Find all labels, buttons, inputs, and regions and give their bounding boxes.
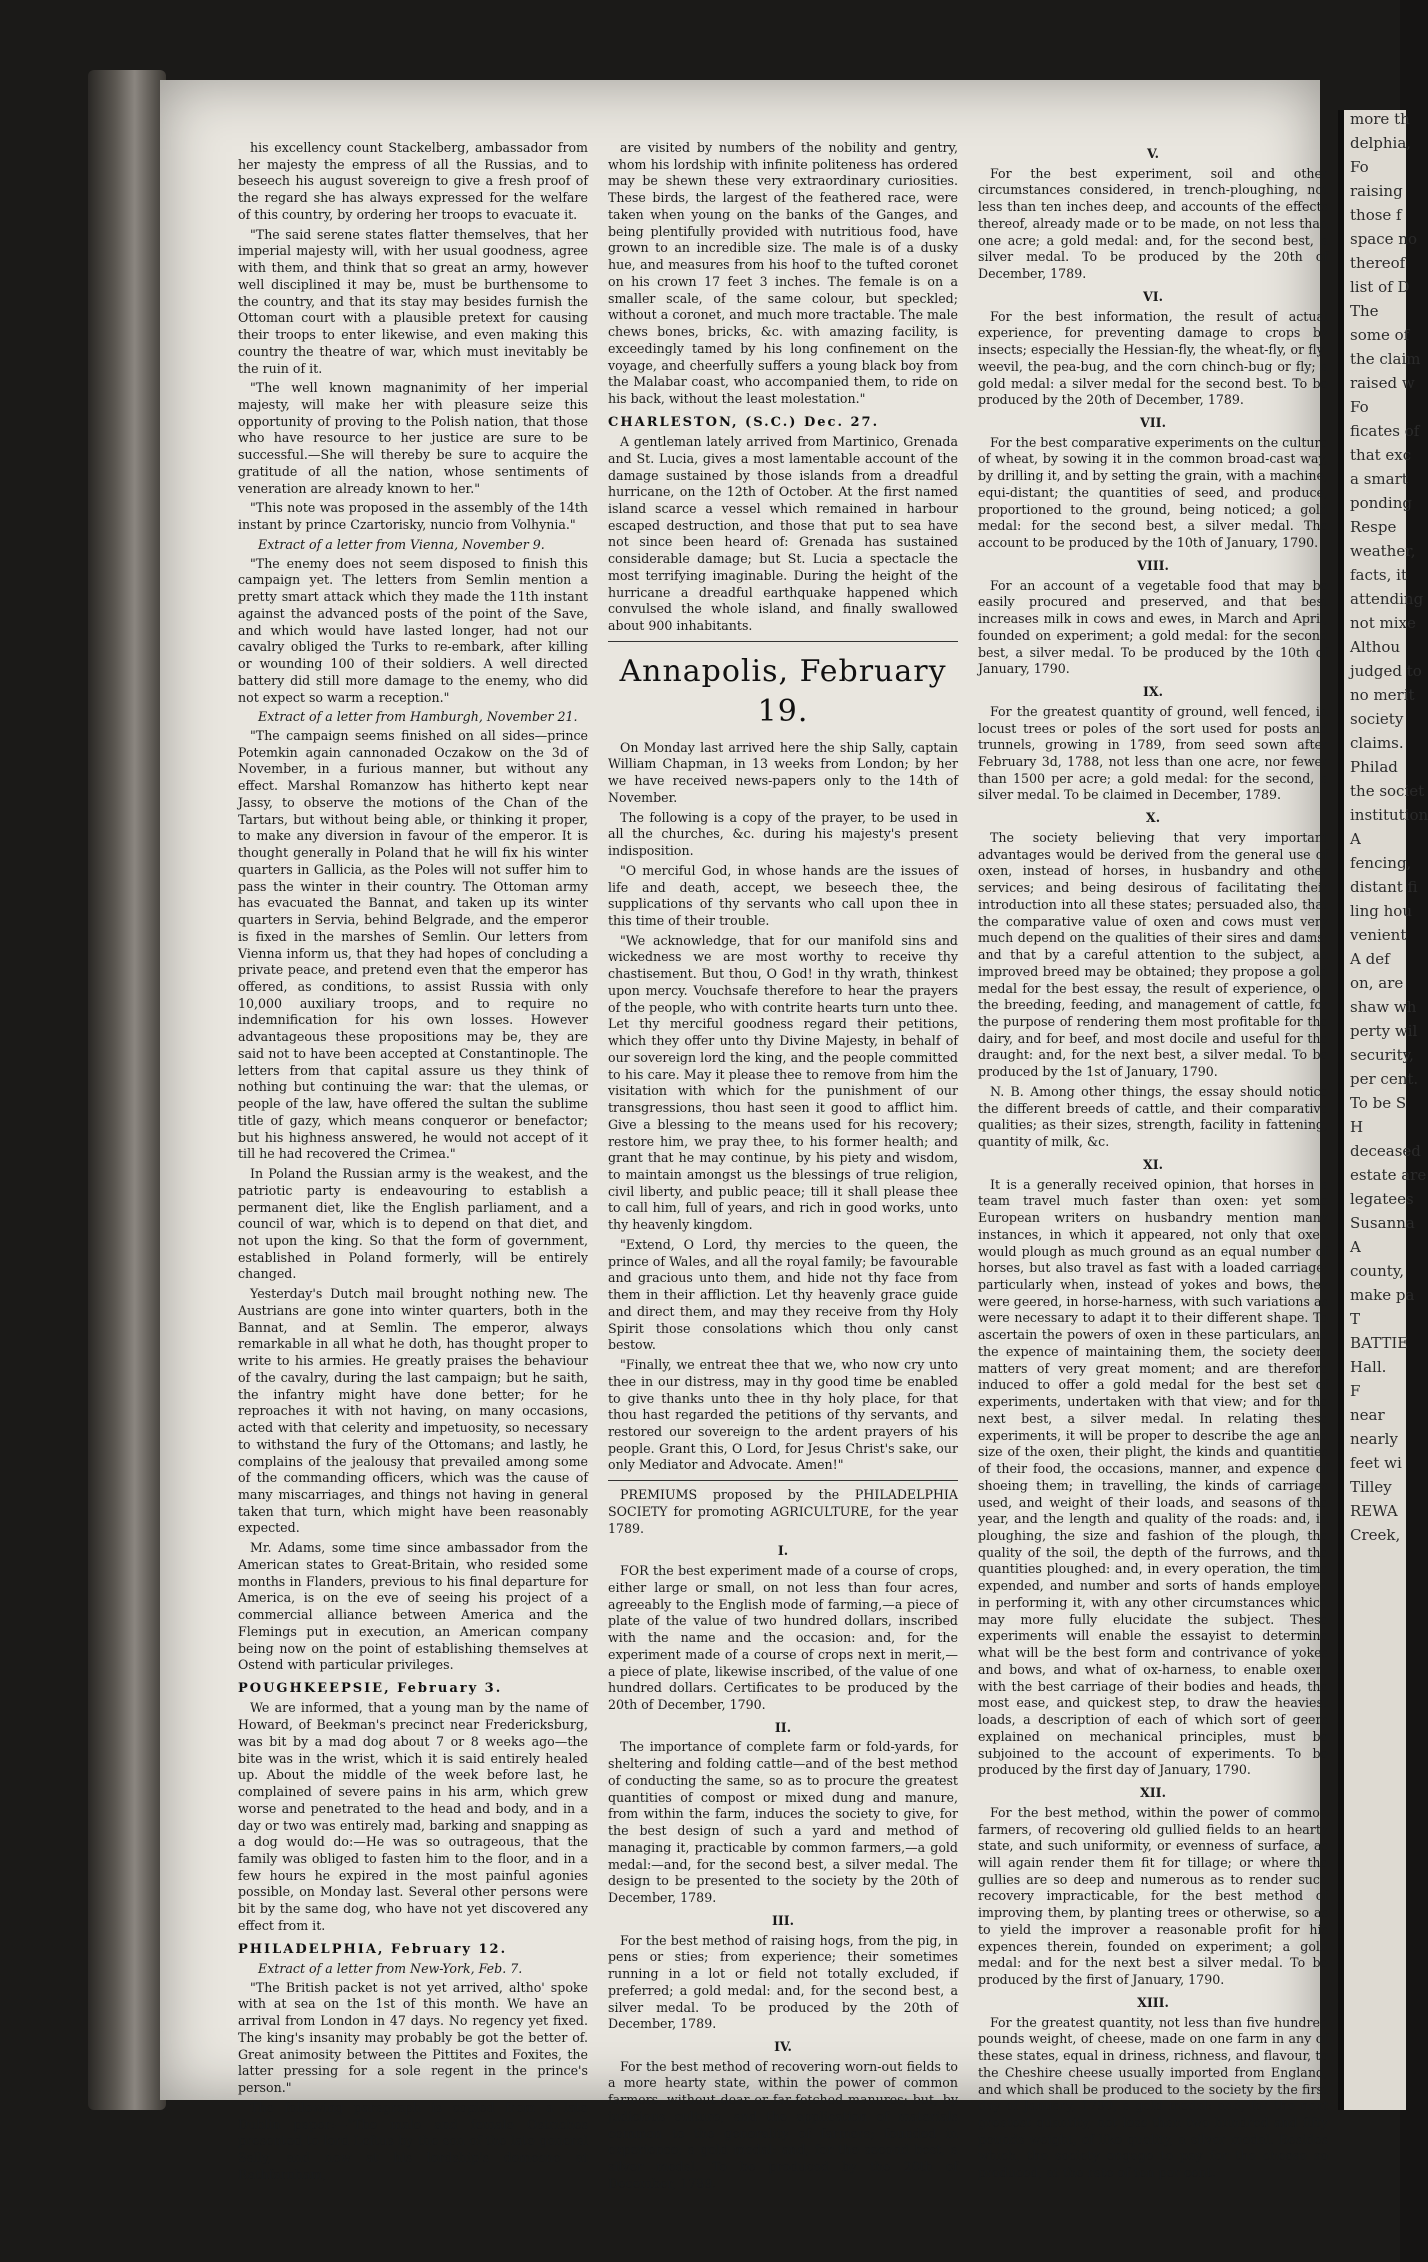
edge-line: A def: [1350, 950, 1390, 968]
edge-line: more th: [1350, 110, 1410, 128]
prayer-paragraph: "O merciful God, in whose hands are the issues of life and death, accept, we beseech thee, the supplications of thy servants who call upon thee in this time of their trouble.: [608, 862, 958, 928]
edge-line: The: [1350, 302, 1379, 320]
premium-number: I.: [777, 1543, 789, 1559]
article-paragraph: "This note was proposed in the assembly of the 14th instant by prince Czartorisky, nuncio from Volhynia.": [238, 500, 588, 533]
edge-line: raising: [1350, 182, 1403, 200]
edge-line: ling hou: [1350, 902, 1412, 920]
column-2: [608, 140, 958, 2196]
premium-number: VI.: [1142, 288, 1164, 304]
edge-line: make pa: [1350, 1286, 1415, 1304]
edge-line: F: [1350, 1382, 1361, 1400]
premium-paragraph: For the best comparative experiments on the culture of wheat, by sowing it in the common broad-cast way, by drilling it, and by setting the grain, with a machine, equi-distant; the quantities of seed, and produce, proportioned to the ground, being noticed; a gold medal: for the second best, a silver medal. The account to be produced by the 10th of January, 1790.: [978, 434, 1328, 551]
edge-line: Respe: [1350, 518, 1397, 536]
premium-paragraph: For the best method, within the power of common farmers, of recovering old gullied fields to an hearty state, and such uniformity, or evenness of surface, as will again render them fit for tillage; or where the gullies are so deep and numerous as to render such recovery impracticable, for the best method of improving them, by planting trees or otherwise, so as to yield the improver a reasonable profit for his expences therein, founded on experiment; a gold medal: and for the next best a silver medal. To be produced by the first of January, 1790.: [978, 1804, 1328, 1988]
edge-line: that exc: [1350, 446, 1412, 464]
edge-line: shaw wh: [1350, 998, 1417, 1016]
premium-paragraph: For the greatest quantity of ground, well fenced, in locust trees or poles of the sort used for posts and trunnels, growing in 1789, from seed sown after February 3d, 1788, not less than one acre, nor fewer than 1500 per acre; a gold medal: for the second, a silver medal. To be claimed in December, 1789.: [978, 703, 1328, 803]
premium-paragraph: The importance of complete farm or fold-yards, for sheltering and folding cattle—and of the best method of conducting the same, so as to procure the greatest quantities of compost or mixed dung and manure, from within the farm, induces the society to give, for the best design of such a yard and method of managing it, practicable by common farmers,—a gold medal:—and, for the second best, a silver medal. The design to be presented to the society by the 20th of December, 1789.: [608, 1739, 958, 1906]
annapolis-headline: Annapolis, February 19.: [619, 653, 947, 729]
edge-line: society: [1350, 710, 1404, 728]
edge-line: claims.: [1350, 734, 1404, 752]
edge-line: distant fi: [1350, 878, 1418, 896]
premium-number: VIII.: [1137, 557, 1169, 573]
edge-line: legatees: [1350, 1190, 1414, 1208]
edge-line: on, are: [1350, 974, 1404, 992]
adjacent-page-edge: [1338, 110, 1428, 2110]
extract-heading: Extract of a letter from Hamburgh, November 21.: [258, 709, 578, 725]
edge-line: per cent.: [1350, 1070, 1419, 1088]
section-divider: [608, 1480, 958, 1481]
edge-line: security,: [1350, 1046, 1414, 1064]
article-paragraph: The following is a copy of the prayer, to be used in all the churches, &c. during his majesty's present indisposition.: [608, 809, 958, 859]
column-3: [978, 140, 1328, 2185]
article-paragraph: In Poland the Russian army is the weakest, and the patriotic party is endeavouring to establish a permanent diet, like the English parliament, and a council of war, which is to depend on that diet, and not upon the king. So that the form of government, established in Poland formerly, will be entirely changed.: [238, 1166, 588, 1282]
edge-line: no merit: [1350, 686, 1415, 704]
edge-line: facts, it: [1350, 566, 1407, 584]
edge-line: delphia,: [1350, 134, 1412, 152]
edge-line: Susanna: [1350, 1214, 1415, 1232]
extract-heading: Extract of a letter from Vienna, November 9.: [258, 536, 545, 552]
edge-line: Hall.: [1350, 1358, 1387, 1376]
premium-number: III.: [771, 1912, 795, 1928]
edge-line: the claim: [1350, 350, 1421, 368]
premium-paragraph: It is a generally received opinion, that horses in a team travel much faster than oxen: yet some European writers on husbandry mention many instances, in which it appeared, not only that oxen would plough as much ground as an equal number of horses, but also travel as fast with a loaded carriage; particularly when, instead of yokes and bows, they were geered, in horse-harness, with such variations as were necessary to adapt it to their different shape. To ascertain the powers of oxen in these particulars, and the expence of maintaining them, the society deem matters of very great moment; and are therefore induced to offer a gold medal for the best set of experiments, undertaken with that view; and for the next best, a silver medal. In relating these experiments, it will be proper to describe the age and size of the oxen, their plight, the kinds and quantities of their food, the occasions, manner, and expence of shoeing them; in travelling, the kinds of carriages used, and weight of their loads, and seasons of the year, and the length and quality of the roads: and, in ploughing, the size and fashion of the plough, the quality of the soil, the depth of the furrows, and the quantities ploughed: and, in every operation, the time expended, and number and sorts of hands employed in performing it, with any other circumstances which may more fully elucidate the subject. These experiments will enable the essayist to determine what will be the best form and contrivance of yokes and bows, and what of ox-harness, to enable oxen, with the best carriage of their bodies and heads, the most ease, and quickest step, to draw the heaviest loads, a description of each of which sort of geers explained on mechanical principles, must be subjoined to the account of experiments. To be produced by the first day of January, 1790.: [978, 1176, 1328, 1778]
article-paragraph: "The enemy does not seem disposed to finish this campaign yet. The letters from Semlin mention a pretty smart attack which they made the 11th instant against the advanced posts of the point of the Save, and which would have lasted longer, had not our cavalry obliged the Turks to re-embark, after killing or wounding 100 of their soldiers. A well directed battery did still more damage to the enemy, who did not expect so warm a reception.": [238, 555, 588, 705]
edge-line: H: [1350, 1118, 1364, 1136]
column-1: [238, 140, 588, 2186]
premium-number: XI.: [1142, 1156, 1164, 1172]
premium-number: XIII.: [1137, 1994, 1169, 2010]
edge-line: ficates of: [1350, 422, 1420, 440]
premiums-heading: PREMIUMS proposed by the PHILADELPHIA SOCIETY for promoting AGRICULTURE, for the year 1789.: [608, 1487, 958, 1536]
edge-line: fencing,: [1350, 854, 1412, 872]
prayer-paragraph: "Extend, O Lord, thy mercies to the queen, the prince of Wales, and all the royal family; be favourable and gracious unto them, and hide not thy face from them in their affliction. Let thy heavenly grace guide and direct them, and may they receive from thy Holy Spirit those consolations which thou only canst bestow.: [608, 1236, 958, 1353]
premium-paragraph: For an account of a vegetable food that may be easily procured and preserved, and that best increases milk in cows and ewes, in March and April, founded on experiment; a gold medal: for the second best, a silver medal. To be produced by the 10th of January, 1790.: [978, 577, 1328, 677]
prayer-paragraph: "Finally, we entreat thee that we, who now cry unto thee in our distress, may in thy good time be enabled to give thanks unto thee in thy holy place, for that thou hast regarded the petitions of thy servants, and restored our sovereign to the ardent prayers of his people. Grant this, O Lord, for Jesus Christ's sake, our only Mediator and Advocate. Amen!": [608, 1357, 958, 1473]
edge-line: estate are: [1350, 1166, 1427, 1184]
edge-line: list of D: [1350, 278, 1410, 296]
article-paragraph: Mr. Adams, some time since ambassador from the American states to Great-Britain, who resided some months in Flanders, previous to his final departure for America, is on the eve of seeing his project of a commercial alliance between America and the Flemings put in execution, an American company being now on the point of establishing themselves at Ostend with particular privileges.: [238, 1540, 588, 1673]
premium-paragraph: The society believing that very important advantages would be derived from the general use of oxen, instead of horses, in husbandry and other services; and being desirous of facilitating their introduction into all these states; persuaded also, that the comparative value of oxen and cows must very much depend on the qualities of their sires and dams; and that by a careful attention to the subject, an improved breed may be obtained; they propose a gold medal for the best essay, the result of experience, on the breeding, feeding, and management of cattle, for the purpose of rendering them most profitable for the dairy, and for beef, and most docile and useful for the draught: and, for the next best, a silver medal. To be produced by the 1st of January, 1790.: [978, 829, 1328, 1080]
edge-line: To be S: [1350, 1094, 1407, 1112]
edge-line: space no: [1350, 230, 1417, 248]
edge-line: attending: [1350, 590, 1424, 608]
article-paragraph: On Monday last arrived here the ship Sally, captain William Chapman, in 13 weeks from London; by her we have received news-papers only to the 14th of November.: [608, 739, 958, 805]
premium-paragraph: For the best experiment, soil and other circumstances considered, in trench-ploughing, not less than ten inches deep, and accounts of the effects thereof, already made or to be made, on not less than one acre; a gold medal: and, for the second best, a silver medal. To be produced by the 20th of December, 1789.: [978, 165, 1328, 282]
edge-line: those f: [1350, 206, 1402, 224]
dateline: POUGHKEEPSIE, February 3.: [238, 1681, 503, 1697]
premium-paragraph: N. B. Among other things, the essay should notice the different breeds of cattle, and their comparative qualities; as their sizes, strength, facility in fattening, quantity of milk, &c.: [978, 1083, 1328, 1150]
edge-line: perty wil: [1350, 1022, 1418, 1040]
premium-number: IX.: [1142, 684, 1164, 700]
article-paragraph: his excellency count Stackelberg, ambassador from her majesty the empress of all the Russias, and to beseech his august sovereign to give a fresh proof of the regard she has always expressed for the welfare of this country, by ordering her troops to evacuate it.: [238, 140, 588, 222]
article-paragraph: We are informed, that a young man by the name of Howard, of Beekman's precinct near Fredericksburg, was bit by a mad dog about 7 or 8 weeks ago—the bite was in the wrist, which it is said entirely healed up. About the middle of the week before last, he complained of severe pains in his arm, which grew worse and penetrated to the head and body, and in a day or two was entirely mad, barking and snapping as a dog would do:—He was so outrageous, that the family was obliged to fasten him to the floor, and in a few hours he expired in the most painful agonies possible, on Monday last. Several other persons were bit by the same dog, who have not yet discovered any effect from it.: [238, 1700, 588, 1933]
premium-number: II.: [774, 1719, 792, 1735]
article-paragraph: "The British packet is not yet arrived, altho' spoke with at sea on the 1st of this month. We have an arrival from London in 47 days. No regency yet fixed. The king's insanity may probably be got the better of. Great animosity between the Pittites and Foxites, the latter pressing for a sole regent in the prince's person.": [238, 1979, 588, 2096]
edge-line: judged to: [1350, 662, 1422, 680]
edge-line: Philad: [1350, 758, 1398, 776]
premium-paragraph: For the best information, the result of actual experience, for preventing damage to crops by insects; especially the Hessian-fly, the wheat-fly, or fly-weevil, the pea-bug, and the corn chinch-bug or fly; a gold medal: a silver medal for the second best. To be produced by the 20th of December, 1789.: [978, 308, 1328, 408]
section-divider: [608, 641, 958, 642]
article-paragraph: "The campaign seems finished on all sides—prince Potemkin again cannonaded Oczakow on the 3d of November, in a furious manner, but without any effect. Marshal Romanzow has hitherto kept near Jassy, to observe the motions of the Chan of the Tartars, but without being able, or thinking it proper, to make any diversion in favour of the emperor. It is thought generally in Poland that he will fix his winter quarters in Gallicia, as the Poles will not suffer him to pass the winter in their country. The Ottoman army has evacuated the Bannat, and taken up its winter quarters in Servia, behind Belgrade, and the emperor is fixed in the marshes of Semlin. Our letters from Vienna inform us, that they had hopes of concluding a private peace, and pretend even that the emperor has offered, as conditions, to assist Russia with only 10,000 auxiliary troops, and to require no indemnification for his own losses. However advantageous these propositions may be, they are said not to have been accepted at Constantinople. The letters from that capital assure us they think of nothing but continuing the war: that the ulemas, or people of the law, have offered the sultan the sublime title of gazy, which means conqueror or benefactor; but his highness answered, he would not accept of it till he had recovered the Crimea.": [238, 727, 588, 1162]
book-binding: [88, 70, 166, 2110]
edge-line: institution: [1350, 806, 1428, 824]
edge-line: ponding: [1350, 494, 1412, 512]
edge-line: feet wi: [1350, 1454, 1402, 1472]
edge-line: venient: [1350, 926, 1407, 944]
dateline: PHILADELPHIA, February 12.: [238, 1941, 508, 1957]
article-paragraph: The following paragraph is copied from a late Dublin paper:—"The male and female Ostriches presented to lord Loftus by the son of the late general Sally, and now at his lordship's demesne at Rathfarnham,: [238, 2099, 588, 2182]
edge-line: the societ: [1350, 782, 1425, 800]
premium-paragraph: For the best method of recovering worn-out fields to a more hearty state, within the power of common farmers, without dear or far-fetched manures; but, by judicious culture, and the application of materials common to the generality of farmers; founded in experience; a gold medal: and, for the second best, a silver medal. To be produced by the 20th of December, 1789.: [608, 2058, 958, 2191]
edge-line: Tilley: [1350, 1478, 1392, 1496]
edge-line: BATTIE: [1350, 1334, 1409, 1352]
edge-line: not mixe: [1350, 614, 1416, 632]
premium-paragraph: For the best method of raising hogs, from the pig, in pens or sties; from experience; their sometimes running in a lot or field not totally excluded, if preferred; a gold medal: and, for the second best, a silver medal. To be produced by the 20th of December, 1789.: [608, 1932, 958, 2032]
edge-line: A: [1350, 1238, 1361, 1256]
edge-line: weather,: [1350, 542, 1416, 560]
article-paragraph: "The well known magnanimity of her imperial majesty, will make her with pleasure seize this opportunity of proving to the Polish nation, that those who have resource to her justice are sure to be successful.—She will thereby be sure to acquire the gratitude of all the nation, whose sentiments of veneration are already known to her.": [238, 380, 588, 496]
edge-line: a smart: [1350, 470, 1408, 488]
extract-heading: Extract of a letter from New-York, Feb. 7.: [258, 1960, 523, 1976]
edge-line: county,: [1350, 1262, 1405, 1280]
premium-number: VII.: [1140, 415, 1166, 431]
edge-line: some of: [1350, 326, 1410, 344]
article-paragraph: are visited by numbers of the nobility and gentry, whom his lordship with infinite politeness has ordered may be shewn these very extraordinary curiosities. These birds, the largest of the feathered race, were taken when young on the banks of the Ganges, and being plentifully provided with nutritious food, have grown to an incredible size. The male is of a dusky hue, and measures from his hoof to the tufted coronet on his crown 17 feet 3 inches. The female is on a smaller scale, of the same colour, but speckled; without a coronet, and much more tractable. The male chews bones, bricks, &c. with amazing facility, is exceedingly tamed by his long confinement on the voyage, and cheerfully suffers a young black boy from the Malabar coast, who accompanied them, to ride on his back, without the least molestation.": [608, 140, 958, 407]
edge-line: Creek,: [1350, 1526, 1401, 1544]
premium-paragraph: For the greatest quantity, not less than five hundred pounds weight, of cheese, made on one farm in any of these states, equal in driness, richness, and flavour, to the Cheshire cheese usually imported from England, and which shall be produced to the society by the first day of January, 1790, a gold medal: and, for the next greatest quantity, not less than two hundred and fifty pounds weight, of like quality, a silver medal. Besides which, the society engage to pay for the cheese so produced, at the rate of ten per cent.: [978, 2014, 1328, 2181]
edge-line: thereof: [1350, 254, 1406, 272]
article-paragraph: Yesterday's Dutch mail brought nothing new. The Austrians are gone into winter quarters, both in the Bannat, and at Semlin. The emperor, always remarkable in all what he doth, has thought proper to write to his armies. He greatly praises the behaviour of the cavalry, during the last campaign; but he saith, the infantry might have done better; for he reproaches it with not having, on many occasions, acted with that celerity and impetuosity, so necessary to withstand the fury of the Ottomans; and lastly, he complains of the jealousy that prevailed among some of the commanding officers, which was the cause of many miscarriages, and things not having in general taken that turn, which might have been reasonably expected.: [238, 1286, 588, 1536]
edge-line: deceased: [1350, 1142, 1421, 1160]
premium-number: XII.: [1140, 1785, 1166, 1801]
edge-line: Althou: [1350, 638, 1401, 656]
edge-line: nearly: [1350, 1430, 1398, 1448]
edge-line: A: [1350, 830, 1361, 848]
edge-line: Fo: [1350, 158, 1369, 176]
edge-line: Fo: [1350, 398, 1369, 416]
edge-line: near: [1350, 1406, 1385, 1424]
article-paragraph: "The said serene states flatter themselves, that her imperial majesty will, with her usual goodness, agree with them, and think that so great an army, however well disciplined it may be, must be burthensome to the country, and that its stay may besides furnish the Ottoman court with a plausible pretext for causing their troops to enter likewise, and even making this country the theatre of war, which must inevitably be the ruin of it.: [238, 226, 588, 376]
prayer-paragraph: "We acknowledge, that for our manifold sins and wickedness we are most worthy to receive thy chastisement. But thou, O God! in thy wrath, thinkest upon mercy. Vouchsafe therefore to hear the prayers of the people, who with contrite hearts turn unto thee. Let thy merciful goodness regard their petitions, which they offer unto thy Divine Majesty, in behalf of our sovereign lord the king, and the people committed to his care. May it please thee to remove from him the visitation with which for the punishment of our transgressions, thou hast seen it good to afflict him. Give a blessing to the means used for his recovery; restore him, we pray thee, to his former health; and grant that he may continue, by his piety and wisdom, to maintain amongst us the blessings of true religion, civil liberty, and public peace; till it shall please thee to call him, full of years, and rich in good works, unto thy heavenly kingdom.: [608, 932, 958, 1233]
edge-line: T: [1350, 1310, 1361, 1328]
dateline: CHARLESTON, (S.C.) Dec. 27.: [608, 414, 880, 430]
premium-number: X.: [1145, 810, 1161, 826]
premium-paragraph: FOR the best experiment made of a course of crops, either large or small, on not less than four acres, agreeably to the English mode of farming,—a piece of plate of the value of two hundred dollars, inscribed with the name and the occasion: and, for the experiment made of a course of crops next in merit,—a piece of plate, likewise inscribed, of the value of one hundred dollars. Certificates to be produced by the 20th of December, 1790.: [608, 1563, 958, 1713]
premium-number: IV.: [774, 2038, 792, 2054]
edge-line: REWA: [1350, 1502, 1398, 1520]
edge-line: raised w: [1350, 374, 1415, 392]
article-paragraph: A gentleman lately arrived from Martinico, Grenada and St. Lucia, gives a most lamentable account of the damage sustained by those islands from a dreadful hurricane, on the 12th of October. At the first named island scarce a vessel which remained in harbour escaped destruction, and those that put to sea have not since been heard of: Grenada has sustained considerable damage; but St. Lucia a spectacle the most terrifying imaginable. During the height of the hurricane a dreadful earthquake happened which convulsed the whole island, and finally swallowed about 900 inhabitants.: [608, 434, 958, 634]
premium-number: V.: [1147, 146, 1159, 161]
